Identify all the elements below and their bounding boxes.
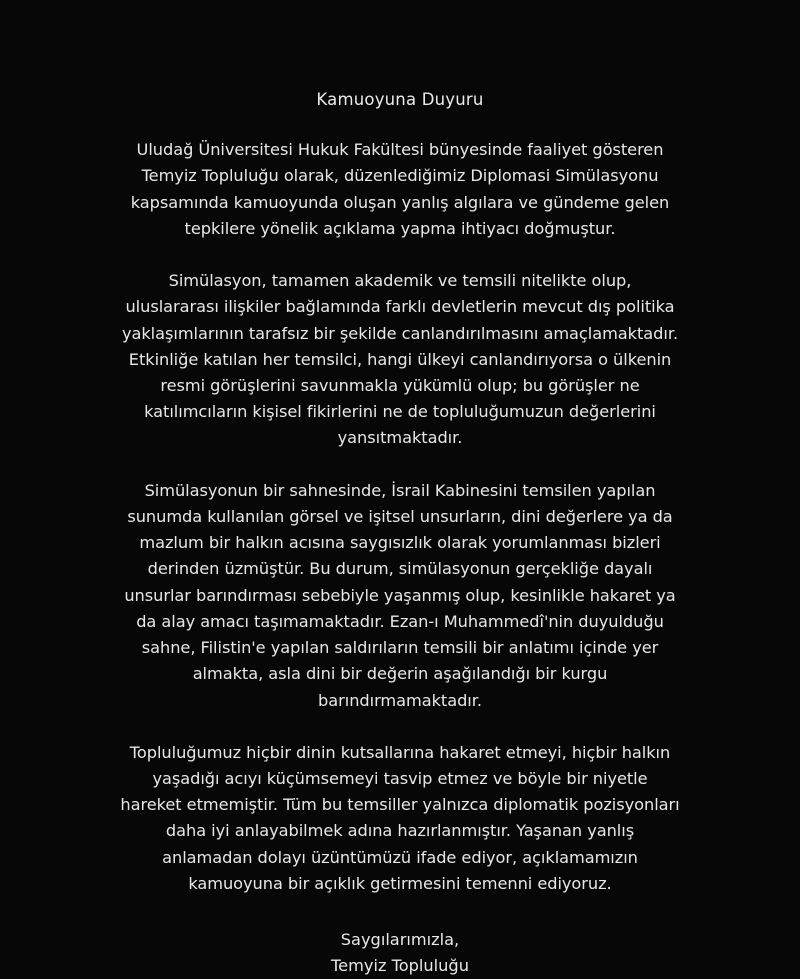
statement-paragraph-3: Simülasyonun bir sahnesinde, İsrail Kabinesini temsilen yapılan sunumda kullanılan görsel ve işitsel unsurların, dini değerlere ya da mazlum bir halkın acısına saygısızlık olarak yorumlanması bizleri derinden üzmüştür. Bu durum, simülasyonun gerçekliğe dayalı unsurlar barındırması sebebiyle yaşanmış olup, kesinlikle hakaret ya da alay amacı taşımamaktadır. Ezan-ı Muhammedî'nin duyulduğu sahne, Filistin'e yapılan saldırıların temsili bir anlatımı içinde yer almakta, asla dini bir değerin aşağılandığı bir kurgu barındırmamaktadır.: [124, 480, 676, 710]
statement-title: Kamuoyuna Duyuru: [316, 90, 484, 109]
statement-paragraph-2: Simülasyon, tamamen akademik ve temsili nitelikte olup, uluslararası ilişkiler bağlamında farklı devletlerin mevcut dış politika yaklaşımlarının tarafsız bir şekilde canlandırılmasını amaçlamaktadır. Etkinliğe katılan her temsilci, hangi ülkeyi canlandırıyorsa o ülkenin resmi görüşlerini savunmakla yükümlü olup; bu görüşler ne katılımcıların kişisel fikirlerini ne de topluluğumuzun değerlerini yansıtmaktadır.: [121, 271, 679, 448]
statement-paragraph-1: Uludağ Üniversitesi Hukuk Fakültesi bünyesinde faaliyet gösteren Temyiz Topluluğu olarak, düzenlediğimiz Diplomasi Simülasyonu kapsamında kamuoyunda oluşan yanlış algılara ve gündeme gelen tepkilere yönelik açıklama yapma ihtiyacı doğmuştur.: [130, 140, 670, 238]
signature-closing: Saygılarımızla,: [340, 930, 460, 950]
statement-paragraph-4: Topluluğumuz hiçbir dinin kutsallarına hakaret etmeyi, hiçbir halkın yaşadığı acıyı küçümsemeyi tasvip etmez ve böyle bir niyetle hareket etmemiştir. Tüm bu temsiller yalnızca diplomatik pozisyonları daha iyi anlayabilmek adına hazırlanmıştır. Yaşanan yanlış anlamadan dolayı üzüntümüzü ifade ediyor, açıklamamızın kamuoyuna bir açıklık getirmesini temenni ediyoruz.: [120, 742, 680, 893]
signature-organization: Temyiz Topluluğu: [331, 956, 469, 976]
signature-block: [331, 927, 469, 979]
